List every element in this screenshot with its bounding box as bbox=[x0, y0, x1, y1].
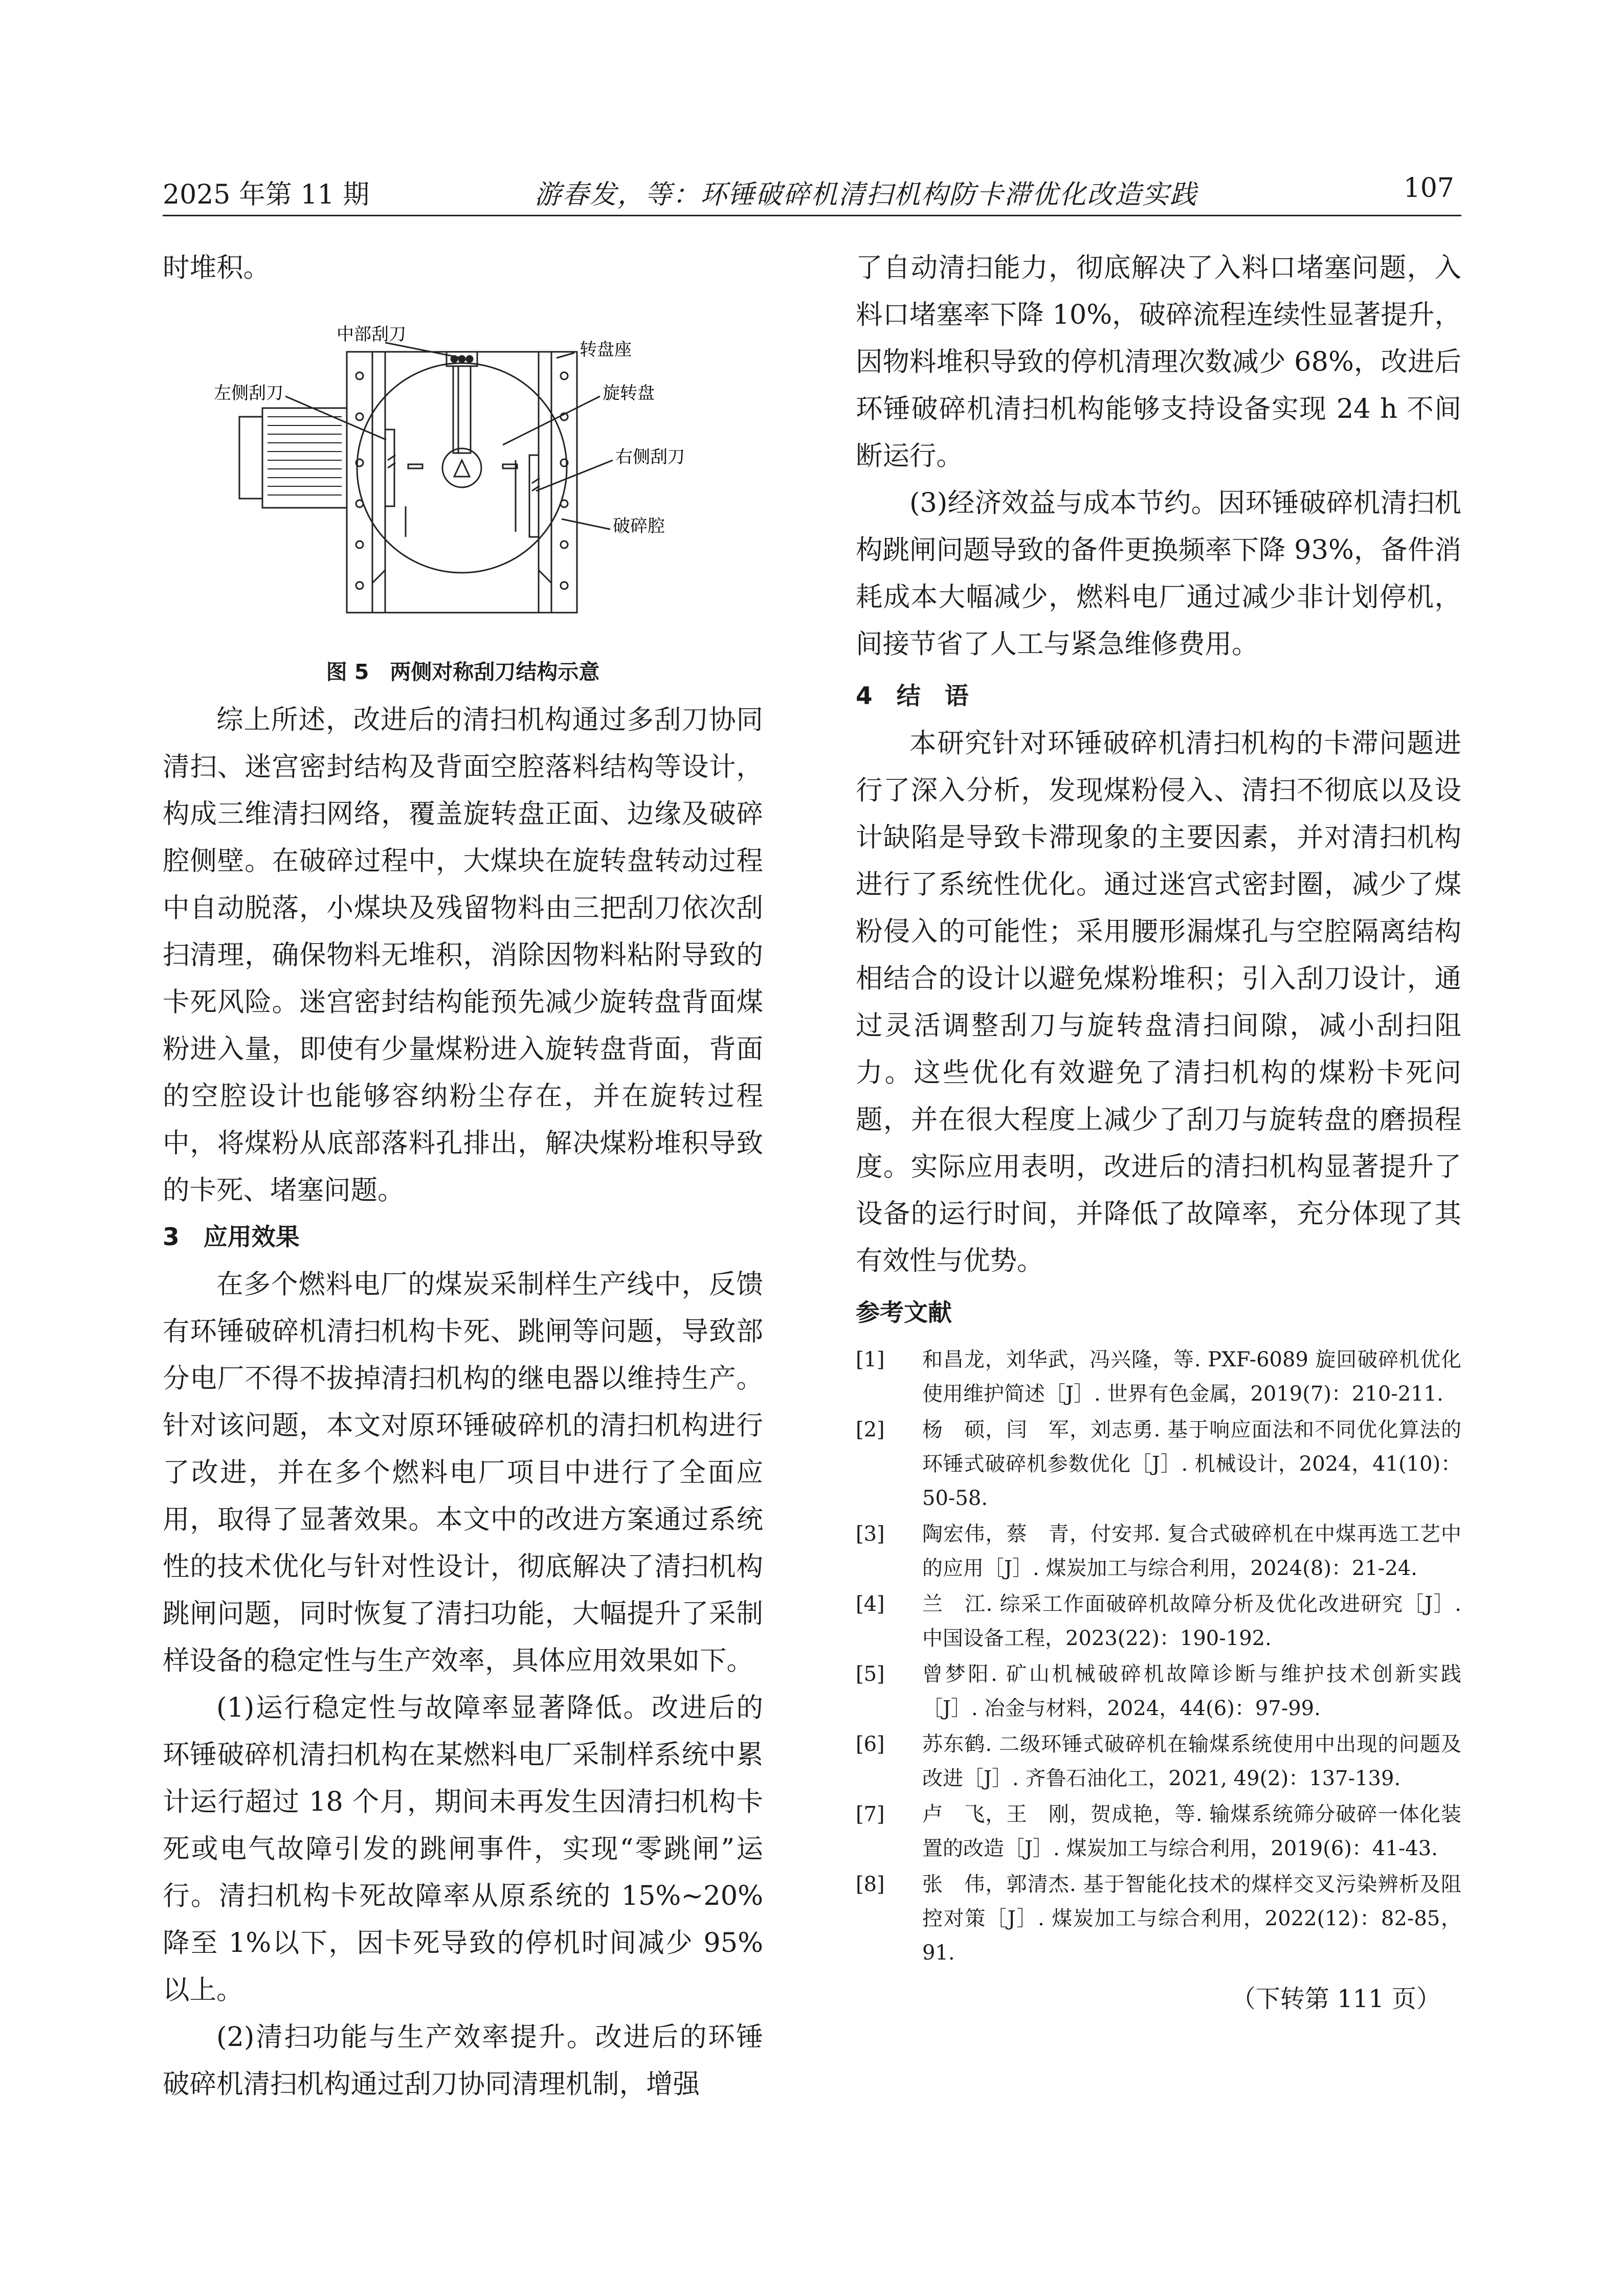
effect-2-continued: 了自动清扫能力，彻底解决了入料口堵塞问题，入料口堵塞率下降 10%，破碎流程连续性显著提升，因物料堆积导致的停机清理次数减少 68%，改进后环锤破碎机清扫机构能够支持设备实现 24 h 不间断运行。 bbox=[856, 252, 1461, 471]
conclusion-paragraph: 本研究针对环锤破碎机清扫机构的卡滞问题进行了深入分析，发现煤粉侵入、清扫不彻底以及设计缺陷是导致卡滞现象的主要因素，并对清扫机构进行了系统性优化。通过迷宫式密封圈，减少了煤粉侵入的可能性；采用腰形漏煤孔与空腔隔离结构相结合的设计以避免煤粉堆积；引入刮刀设计，通过灵活调整刮刀与旋转盘清扫间隙，减小刮扫阻力。这些优化有效避免了清扫机构的煤粉卡死问题，并在很大程度上减少了刮刀与旋转盘的磨损程度。实际应用表明，改进后的清扫机构显著提升了设备的运行时间，并降低了故障率，充分体现了其有效性与优势。 bbox=[856, 728, 1461, 1276]
reference-item: [1] 和昌龙，刘华武，冯兴隆，等. PXF-6089 旋回破碎机优化使用维护简述［J］. 世界有色金属，2019(7)：210-211. bbox=[856, 1348, 1461, 1406]
reference-item: [4] 兰 江. 综采工作面破碎机故障分析及优化改进研究［J］. 中国设备工程，2023(22)：190-192. bbox=[856, 1592, 1461, 1650]
label-right-scraper: 右侧刮刀 bbox=[615, 447, 685, 467]
page-number: 107 bbox=[1403, 173, 1454, 204]
issue-label: 2025 年第 11 期 bbox=[163, 179, 370, 210]
reference-item: [5] 曾梦阳. 矿山机械破碎机故障诊断与维护技术创新实践［J］. 冶金与材料，2024，44(6)：97-99. bbox=[856, 1662, 1461, 1720]
reference-item: [7] 卢 飞，王 刚，贺成艳，等. 输煤系统筛分破碎一体化装置的改造［J］. 煤炭加工与综合利用，2019(6)：41-43. bbox=[856, 1803, 1461, 1860]
figure-caption: 图 5 两侧对称刮刀结构示意 bbox=[326, 660, 600, 684]
effect-3-paragraph: (3)经济效益与成本节约。因环锤破碎机清扫机构跳闸问题导致的备件更换频率下降 93%，备件消耗成本大幅减少，燃料电厂通过减少非计划停机，间接节省了人工与紧急维修费用。 bbox=[856, 487, 1461, 660]
header-rule bbox=[163, 215, 1461, 216]
right-column bbox=[856, 244, 1461, 2022]
effect-1-paragraph: (1)运行稳定性与故障率显著降低。改进后的环锤破碎机清扫机构在某燃料电厂采制样系统中累计运行超过 18 个月，期间未再发生因清扫机构卡死或电气故障引发的跳闸事件，实现“零跳闸”运行。清扫机构卡死故障率从原系统的 15%~20%降至 1%以下，因卡死导致的停机时间减少 95%以上。 bbox=[163, 1692, 763, 2006]
references-title: 参考文献 bbox=[856, 1299, 952, 1327]
reference-list bbox=[856, 1343, 1461, 1970]
label-left-scraper: 左侧刮刀 bbox=[214, 383, 283, 403]
left-column bbox=[163, 244, 763, 2108]
reference-item: [2] 杨 硕，闫 军，刘志勇. 基于响应面法和不同优化算法的环锤式破碎机参数优化［J］. 机械设计，2024，41(10)：50-58. bbox=[856, 1418, 1461, 1510]
figure-5 bbox=[163, 291, 763, 655]
reference-item: [3] 陶宏伟，蔡 青，付安邦. 复合式破碎机在中煤再选工艺中的应用［J］. 煤炭加工与综合利用，2024(8)：21-24. bbox=[856, 1522, 1461, 1580]
continued-note: （下转第 111 页） bbox=[1231, 1985, 1441, 2013]
label-middle-scraper: 中部刮刀 bbox=[337, 324, 406, 345]
reference-item: [8] 张 伟，郭清杰. 基于智能化技术的煤样交叉污染辨析及阻控对策［J］. 煤炭加工与综合利用，2022(12)：82-85，91. bbox=[856, 1873, 1461, 1965]
label-crushing-cavity: 破碎腔 bbox=[613, 516, 665, 536]
reference-item: [6] 苏东鹤. 二级环锤式破碎机在输煤系统使用中出现的问题及改进［J］. 齐鲁石油化工，2021, 49(2)：137-139. bbox=[856, 1732, 1461, 1790]
effect-2-paragraph: (2)清扫功能与生产效率提升。改进后的环锤破碎机清扫机构通过刮刀协同清理机制，增强 bbox=[163, 2021, 763, 2100]
section-3-title: 3 应用效果 bbox=[163, 1223, 300, 1251]
running-title: 游春发，等：环锤破碎机清扫机构防卡滞优化改造实践 bbox=[535, 179, 1198, 210]
section-4-title: 4 结 语 bbox=[856, 682, 969, 710]
label-turntable-seat: 转盘座 bbox=[580, 340, 632, 360]
summary-paragraph: 综上所述，改进后的清扫机构通过多刮刀协同清扫、迷宫密封结构及背面空腔落料结构等设计，构成三维清扫网络，覆盖旋转盘正面、边缘及破碎腔侧壁。在破碎过程中，大煤块在旋转盘转动过程中自动脱落，小煤块及残留物料由三把刮刀依次刮扫清理，确保物料无堆积，消除因物料粘附导致的卡死风险。迷宫密封结构能预先减少旋转盘背面煤粉进入量，即使有少量煤粉进入旋转盘背面，背面的空腔设计也能够容纳粉尘存在，并在旋转过程中，将煤粉从底部落料孔排出，解决煤粉堆积导致的卡死、堵塞问题。 bbox=[163, 704, 763, 1206]
scraper-diagram bbox=[163, 291, 763, 655]
label-rotating-disc: 旋转盘 bbox=[603, 383, 655, 403]
intro-line: 时堆积。 bbox=[163, 252, 271, 283]
application-paragraph: 在多个燃料电厂的煤炭采制样生产线中，反馈有环锤破碎机清扫机构卡死、跳闸等问题，导致部分电厂不得不拔掉清扫机构的继电器以维持生产。针对该问题，本文对原环锤破碎机的清扫机构进行了改进，并在多个燃料电厂项目中进行了全面应用，取得了显著效果。本文中的改进方案通过系统性的技术优化与针对性设计，彻底解决了清扫机构跳闸问题，同时恢复了清扫功能，大幅提升了采制样设备的稳定性与生产效率，具体应用效果如下。 bbox=[163, 1269, 763, 1676]
